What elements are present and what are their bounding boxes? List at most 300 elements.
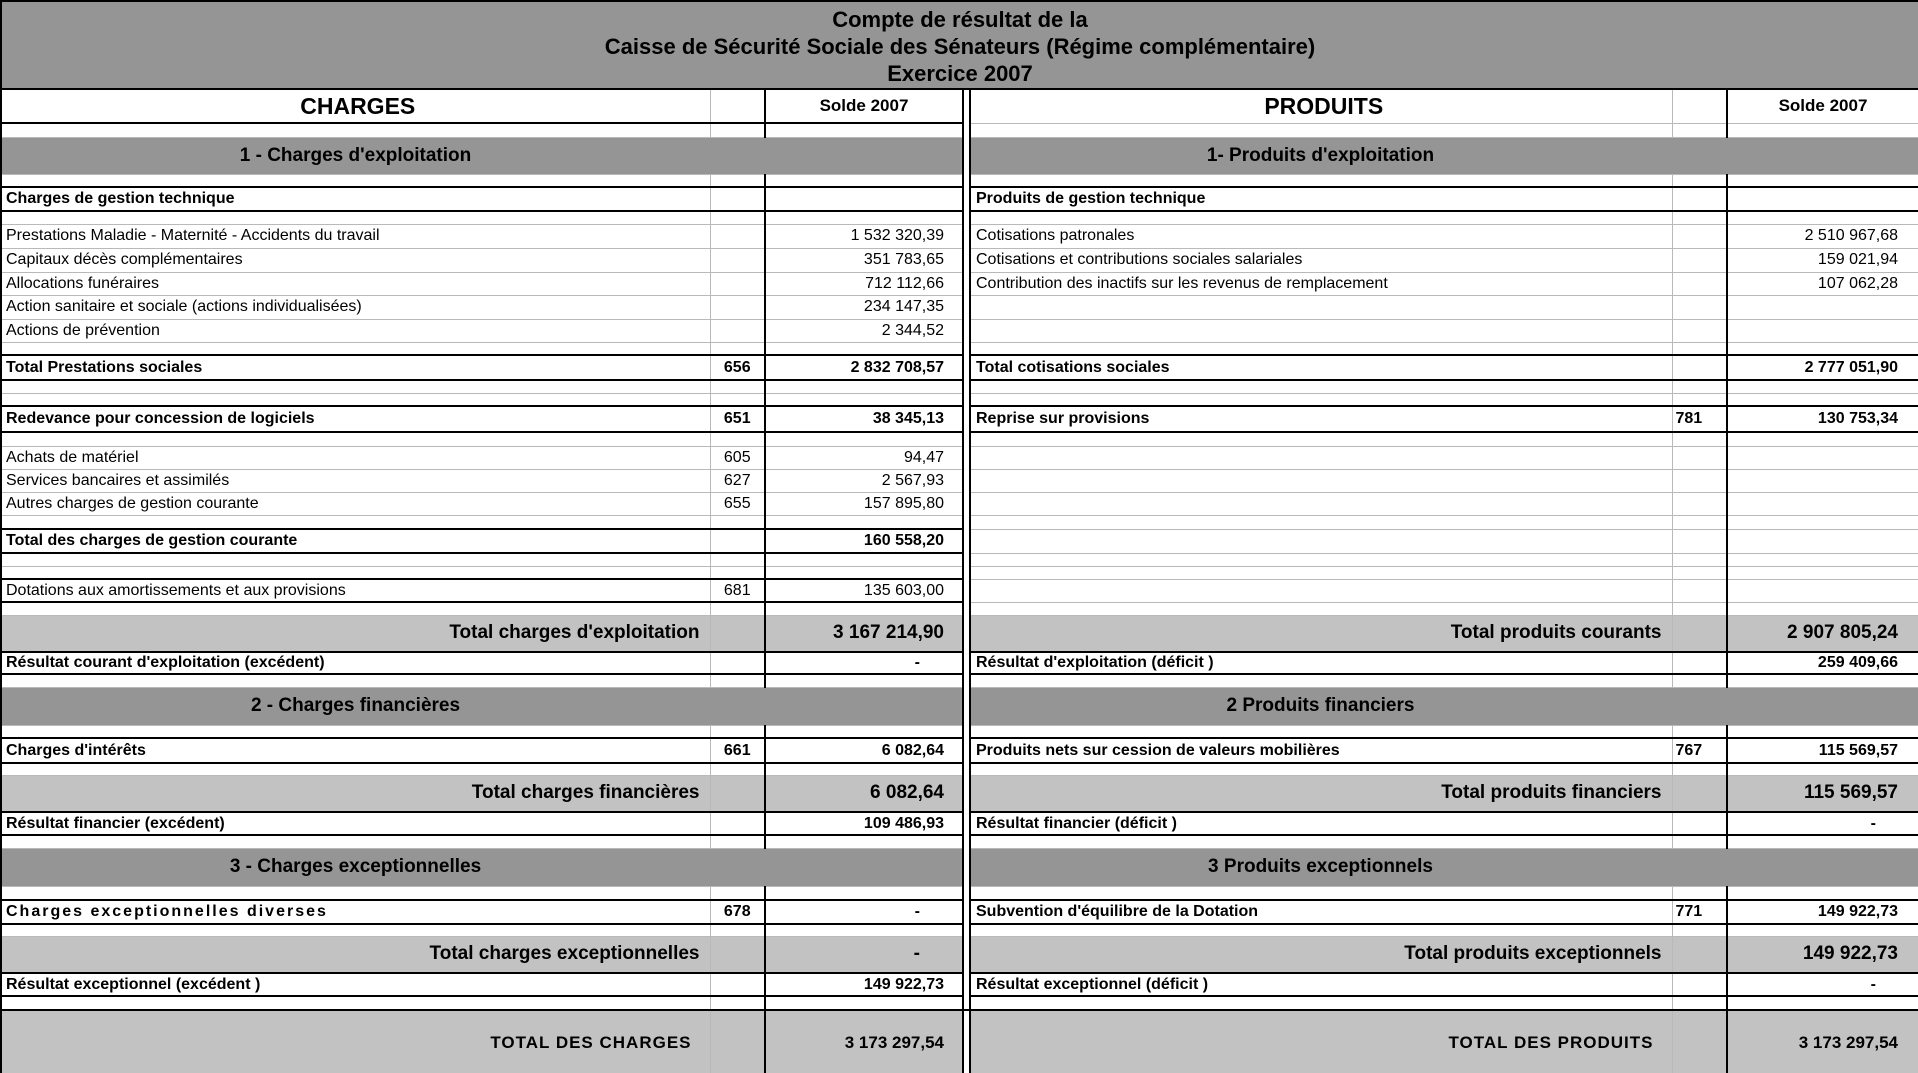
charges-account-code: 656	[710, 355, 765, 380]
charges-amount	[765, 566, 963, 579]
column-header-row	[2, 90, 1918, 123]
charges-row-label: Action sanitaire et sociale (actions individualisées)	[2, 295, 710, 319]
spacer-row	[2, 553, 1918, 566]
produits-account-code	[1672, 775, 1727, 812]
document-title	[2, 2, 1918, 90]
produits-row-label: Produits nets sur cession de valeurs mobilières	[970, 738, 1672, 763]
charges-amount	[765, 342, 963, 355]
charges-amount: -	[765, 652, 963, 674]
produits-account-code	[1672, 566, 1727, 579]
produits-amount	[1727, 674, 1918, 687]
charges-section-band: 1 - Charges d'exploitation	[2, 137, 963, 174]
center-divider	[963, 342, 970, 355]
charges-account-code: 661	[710, 738, 765, 763]
charges-account-code	[710, 936, 765, 973]
produits-account-code	[1672, 319, 1727, 342]
center-divider	[963, 775, 970, 812]
charges-row-label: Total charges exceptionnelles	[2, 936, 710, 973]
center-divider	[963, 812, 970, 835]
produits-row-label	[970, 432, 1672, 446]
produits-row-label: TOTAL DES PRODUITS	[970, 1010, 1672, 1073]
center-divider	[963, 492, 970, 515]
produits-row-label: Produits de gestion technique	[970, 187, 1672, 211]
produits-account-code	[1672, 553, 1727, 566]
charges-amount: 3 167 214,90	[765, 615, 963, 652]
charges-account-code	[710, 529, 765, 553]
center-divider	[963, 566, 970, 579]
center-divider	[963, 174, 970, 187]
produits-account-code	[1672, 272, 1727, 295]
charges-amount	[765, 432, 963, 446]
charges-account-code	[710, 973, 765, 996]
produits-amount: 259 409,66	[1727, 652, 1918, 674]
center-divider	[963, 469, 970, 492]
produits-section-band: 2 Produits financiers	[970, 687, 1918, 725]
table-row	[2, 295, 1918, 319]
produits-row-label	[970, 553, 1672, 566]
charges-account-code	[710, 380, 765, 393]
produits-amount: 115 569,57	[1727, 738, 1918, 763]
center-divider	[963, 90, 970, 123]
charges-amount: 109 486,93	[765, 812, 963, 835]
charges-account-code	[710, 725, 765, 738]
produits-row-label: Total produits courants	[970, 615, 1672, 652]
produits-amount: -	[1727, 973, 1918, 996]
produits-row-label: Total produits financiers	[970, 775, 1672, 812]
charges-row-label: Charges de gestion technique	[2, 187, 710, 211]
center-divider	[963, 763, 970, 775]
center-divider	[963, 446, 970, 469]
center-divider	[963, 996, 970, 1010]
produits-account-code	[1672, 763, 1727, 775]
produits-row-label: Total cotisations sociales	[970, 355, 1672, 380]
charges-row-label	[2, 123, 710, 137]
table-row	[2, 738, 1918, 763]
charges-account-code	[710, 566, 765, 579]
produits-account-code	[1672, 469, 1727, 492]
produits-row-label	[970, 342, 1672, 355]
produits-account-code	[1672, 1010, 1727, 1073]
charges-amount	[765, 380, 963, 393]
produits-amount	[1727, 432, 1918, 446]
center-divider	[963, 738, 970, 763]
produits-amount	[1727, 469, 1918, 492]
charges-row-label	[2, 380, 710, 393]
center-divider	[963, 432, 970, 446]
section-band-row	[2, 687, 1918, 725]
table-row	[2, 446, 1918, 469]
produits-amount	[1727, 295, 1918, 319]
charges-row-label	[2, 725, 710, 738]
charges-amount	[765, 553, 963, 566]
spacer-row	[2, 174, 1918, 187]
produits-amount	[1727, 211, 1918, 224]
charges-account-code	[710, 342, 765, 355]
table-row	[2, 248, 1918, 272]
produits-amount: 2 777 051,90	[1727, 355, 1918, 380]
charges-amount	[765, 996, 963, 1010]
center-divider	[963, 406, 970, 432]
center-divider	[963, 687, 970, 725]
charges-amount: 2 344,52	[765, 319, 963, 342]
charges-amount	[765, 924, 963, 936]
charges-amount: 149 922,73	[765, 973, 963, 996]
center-divider	[963, 295, 970, 319]
produits-row-label	[970, 492, 1672, 515]
charges-row-label: Total des charges de gestion courante	[2, 529, 710, 553]
produits-account-code: 767	[1672, 738, 1727, 763]
charges-account-code	[710, 174, 765, 187]
center-divider	[963, 848, 970, 886]
produits-account-code	[1672, 725, 1727, 738]
center-divider	[963, 393, 970, 406]
produits-account-code	[1672, 602, 1727, 615]
produits-row-label	[970, 725, 1672, 738]
center-divider	[963, 579, 970, 602]
table-row	[2, 406, 1918, 432]
center-divider	[963, 924, 970, 936]
produits-row-label: Cotisations patronales	[970, 224, 1672, 248]
charges-row-label: Autres charges de gestion courante	[2, 492, 710, 515]
charges-row-label: Total charges financières	[2, 775, 710, 812]
charges-amount	[765, 211, 963, 224]
produits-account-code	[1672, 996, 1727, 1010]
produits-account-code	[1672, 432, 1727, 446]
spacer-row	[2, 886, 1918, 900]
table-row	[2, 900, 1918, 924]
center-divider	[963, 187, 970, 211]
produits-solde-header: Solde 2007	[1727, 90, 1918, 123]
charges-account-code	[710, 272, 765, 295]
produits-amount	[1727, 763, 1918, 775]
charges-account-code	[710, 393, 765, 406]
table-row	[2, 973, 1918, 996]
title-line-3: Exercice 2007	[887, 61, 1033, 86]
statement-table	[2, 90, 1918, 1073]
charges-code-header-cell	[710, 90, 765, 123]
produits-account-code: 781	[1672, 406, 1727, 432]
charges-row-label	[2, 763, 710, 775]
charges-account-code	[710, 924, 765, 936]
produits-account-code	[1672, 812, 1727, 835]
charges-amount	[765, 602, 963, 615]
produits-account-code	[1672, 342, 1727, 355]
spacer-row	[2, 393, 1918, 406]
produits-row-label	[970, 602, 1672, 615]
spacer-row	[2, 342, 1918, 355]
center-divider	[963, 973, 970, 996]
center-divider	[963, 553, 970, 566]
produits-row-label	[970, 295, 1672, 319]
produits-amount	[1727, 123, 1918, 137]
charges-row-label: Charges d'intérêts	[2, 738, 710, 763]
center-divider	[963, 319, 970, 342]
center-divider	[963, 652, 970, 674]
charges-account-code	[710, 763, 765, 775]
section-band-row	[2, 137, 1918, 174]
produits-account-code	[1672, 936, 1727, 973]
charges-amount: 38 345,13	[765, 406, 963, 432]
produits-row-label: Résultat financier (déficit )	[970, 812, 1672, 835]
charges-account-code	[710, 187, 765, 211]
spacer-row	[2, 432, 1918, 446]
charges-section-band: 2 - Charges financières	[2, 687, 963, 725]
produits-amount	[1727, 924, 1918, 936]
table-row	[2, 529, 1918, 553]
produits-amount: 159 021,94	[1727, 248, 1918, 272]
charges-row-label: TOTAL DES CHARGES	[2, 1010, 710, 1073]
produits-amount	[1727, 835, 1918, 848]
produits-row-label	[970, 469, 1672, 492]
produits-amount: 107 062,28	[1727, 272, 1918, 295]
table-row	[2, 775, 1918, 812]
charges-account-code: 627	[710, 469, 765, 492]
charges-account-code	[710, 652, 765, 674]
charges-account-code	[710, 835, 765, 848]
produits-amount: 149 922,73	[1727, 900, 1918, 924]
produits-row-label: Contribution des inactifs sur les revenus de remplacement	[970, 272, 1672, 295]
center-divider	[963, 725, 970, 738]
charges-account-code	[710, 602, 765, 615]
charges-row-label: Allocations funéraires	[2, 272, 710, 295]
charges-account-code	[710, 886, 765, 900]
table-row	[2, 355, 1918, 380]
charges-row-label	[2, 996, 710, 1010]
charges-row-label: Prestations Maladie - Maternité - Accidents du travail	[2, 224, 710, 248]
charges-row-label: Résultat courant d'exploitation (excédent)	[2, 652, 710, 674]
produits-row-label	[970, 319, 1672, 342]
charges-account-code	[710, 248, 765, 272]
produits-account-code	[1672, 924, 1727, 936]
produits-amount	[1727, 492, 1918, 515]
spacer-row	[2, 835, 1918, 848]
spacer-row	[2, 674, 1918, 687]
charges-amount: 6 082,64	[765, 738, 963, 763]
charges-account-code	[710, 1010, 765, 1073]
charges-account-code: 655	[710, 492, 765, 515]
produits-account-code	[1672, 973, 1727, 996]
charges-account-code	[710, 123, 765, 137]
charges-amount	[765, 835, 963, 848]
charges-row-label	[2, 674, 710, 687]
charges-amount	[765, 515, 963, 529]
table-row	[2, 492, 1918, 515]
produits-account-code	[1672, 174, 1727, 187]
charges-account-code: 678	[710, 900, 765, 924]
produits-row-label: Résultat exceptionnel (déficit )	[970, 973, 1672, 996]
charges-amount: 712 112,66	[765, 272, 963, 295]
produits-row-label: Résultat d'exploitation (déficit )	[970, 652, 1672, 674]
center-divider	[963, 355, 970, 380]
charges-account-code	[710, 211, 765, 224]
produits-row-label: Cotisations et contributions sociales salariales	[970, 248, 1672, 272]
produits-amount: 149 922,73	[1727, 936, 1918, 973]
charges-row-label	[2, 515, 710, 529]
produits-amount: 115 569,57	[1727, 775, 1918, 812]
produits-amount	[1727, 553, 1918, 566]
table-row	[2, 615, 1918, 652]
produits-row-label	[970, 763, 1672, 775]
charges-amount	[765, 763, 963, 775]
spacer-row	[2, 211, 1918, 224]
produits-row-label	[970, 174, 1672, 187]
charges-amount	[765, 187, 963, 211]
charges-solde-header: Solde 2007	[765, 90, 963, 123]
charges-account-code	[710, 996, 765, 1010]
produits-row-label	[970, 211, 1672, 224]
charges-account-code: 605	[710, 446, 765, 469]
charges-amount: 157 895,80	[765, 492, 963, 515]
center-divider	[963, 615, 970, 652]
table-row	[2, 652, 1918, 674]
charges-row-label	[2, 835, 710, 848]
table-row	[2, 936, 1918, 973]
produits-section-band: 3 Produits exceptionnels	[970, 848, 1918, 886]
charges-row-label	[2, 342, 710, 355]
produits-account-code: 771	[1672, 900, 1727, 924]
produits-row-label	[970, 886, 1672, 900]
charges-amount	[765, 123, 963, 137]
charges-row-label: Dotations aux amortissements et aux provisions	[2, 579, 710, 602]
spacer-row	[2, 123, 1918, 137]
produits-amount	[1727, 342, 1918, 355]
charges-amount: 160 558,20	[765, 529, 963, 553]
charges-amount: 2 832 708,57	[765, 355, 963, 380]
charges-column-header: CHARGES	[2, 90, 710, 123]
produits-amount	[1727, 393, 1918, 406]
charges-row-label: Résultat financier (excédent)	[2, 812, 710, 835]
charges-account-code	[710, 812, 765, 835]
charges-row-label: Services bancaires et assimilés	[2, 469, 710, 492]
produits-account-code	[1672, 835, 1727, 848]
charges-amount: 135 603,00	[765, 579, 963, 602]
produits-amount: -	[1727, 812, 1918, 835]
produits-row-label: Total produits exceptionnels	[970, 936, 1672, 973]
charges-account-code	[710, 224, 765, 248]
charges-row-label: Total charges d'exploitation	[2, 615, 710, 652]
charges-section-band: 3 - Charges exceptionnelles	[2, 848, 963, 886]
spacer-row	[2, 602, 1918, 615]
charges-row-label: Redevance pour concession de logiciels	[2, 406, 710, 432]
produits-amount	[1727, 886, 1918, 900]
produits-amount	[1727, 187, 1918, 211]
center-divider	[963, 211, 970, 224]
table-row	[2, 319, 1918, 342]
charges-account-code	[710, 515, 765, 529]
produits-account-code	[1672, 123, 1727, 137]
produits-account-code	[1672, 355, 1727, 380]
charges-amount	[765, 886, 963, 900]
produits-row-label	[970, 380, 1672, 393]
charges-row-label: Résultat exceptionnel (excédent )	[2, 973, 710, 996]
center-divider	[963, 1010, 970, 1073]
center-divider	[963, 380, 970, 393]
center-divider	[963, 529, 970, 553]
charges-amount: -	[765, 936, 963, 973]
produits-amount	[1727, 319, 1918, 342]
center-divider	[963, 936, 970, 973]
produits-account-code	[1672, 529, 1727, 553]
charges-row-label	[2, 553, 710, 566]
produits-row-label	[970, 566, 1672, 579]
title-line-1: Compte de résultat de la	[832, 7, 1088, 32]
charges-amount: 3 173 297,54	[765, 1010, 963, 1073]
center-divider	[963, 272, 970, 295]
charges-amount	[765, 725, 963, 738]
spacer-row	[2, 515, 1918, 529]
spacer-row	[2, 996, 1918, 1010]
center-divider	[963, 835, 970, 848]
charges-account-code	[710, 674, 765, 687]
produits-row-label	[970, 835, 1672, 848]
charges-row-label	[2, 432, 710, 446]
charges-amount: 1 532 320,39	[765, 224, 963, 248]
center-divider	[963, 123, 970, 137]
produits-amount	[1727, 566, 1918, 579]
title-line-2: Caisse de Sécurité Sociale des Sénateurs (Régime complémentaire)	[604, 34, 1316, 59]
produits-amount	[1727, 996, 1918, 1010]
produits-section-band: 1- Produits d'exploitation	[970, 137, 1918, 174]
center-divider	[963, 248, 970, 272]
charges-row-label: Total Prestations sociales	[2, 355, 710, 380]
center-divider	[963, 224, 970, 248]
charges-amount: 2 567,93	[765, 469, 963, 492]
charges-account-code	[710, 432, 765, 446]
produits-amount	[1727, 380, 1918, 393]
center-divider	[963, 886, 970, 900]
produits-amount	[1727, 446, 1918, 469]
charges-amount: -	[765, 900, 963, 924]
produits-amount: 130 753,34	[1727, 406, 1918, 432]
produits-amount	[1727, 515, 1918, 529]
charges-row-label	[2, 602, 710, 615]
charges-amount	[765, 674, 963, 687]
center-divider	[963, 602, 970, 615]
table-row	[2, 469, 1918, 492]
produits-account-code	[1672, 187, 1727, 211]
charges-row-label	[2, 566, 710, 579]
produits-account-code	[1672, 211, 1727, 224]
charges-account-code: 681	[710, 579, 765, 602]
produits-account-code	[1672, 393, 1727, 406]
charges-account-code	[710, 775, 765, 812]
charges-account-code	[710, 295, 765, 319]
charges-row-label: Achats de matériel	[2, 446, 710, 469]
produits-amount: 2 510 967,68	[1727, 224, 1918, 248]
produits-row-label	[970, 924, 1672, 936]
produits-row-label	[970, 446, 1672, 469]
center-divider	[963, 515, 970, 529]
produits-amount	[1727, 725, 1918, 738]
table-row	[2, 187, 1918, 211]
produits-row-label	[970, 674, 1672, 687]
produits-account-code	[1672, 224, 1727, 248]
produits-account-code	[1672, 674, 1727, 687]
charges-amount	[765, 393, 963, 406]
produits-row-label	[970, 393, 1672, 406]
produits-account-code	[1672, 446, 1727, 469]
charges-row-label	[2, 393, 710, 406]
produits-code-header-cell	[1672, 90, 1727, 123]
spacer-row	[2, 380, 1918, 393]
charges-row-label: Charges exceptionnelles diverses	[2, 900, 710, 924]
charges-row-label	[2, 886, 710, 900]
produits-account-code	[1672, 295, 1727, 319]
produits-row-label: Reprise sur provisions	[970, 406, 1672, 432]
center-divider	[963, 674, 970, 687]
produits-account-code	[1672, 492, 1727, 515]
spacer-row	[2, 566, 1918, 579]
